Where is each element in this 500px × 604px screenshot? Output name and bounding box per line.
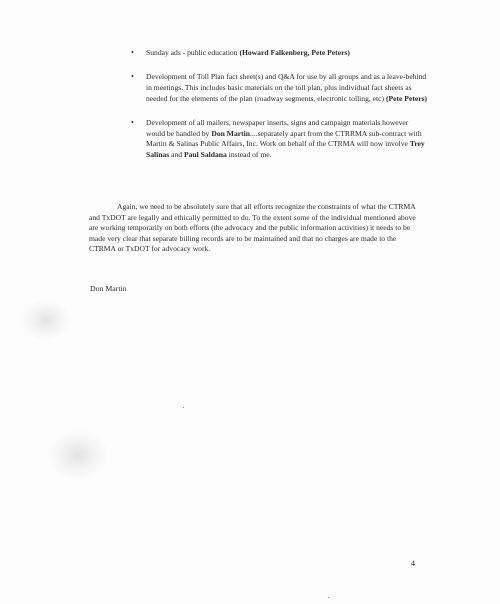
- bullet-item-sunday-ads: [128, 48, 428, 59]
- bullet-text: Development of all mailers, newspaper inserts, signs and campaign materials however would be handled by Don Martin....separately apart from the CTRRMA sub-contract with Martin & Salinas Public Affairs, Inc. Work on behalf of the CTRMA will now involve Trey Salinas and Paul Saldana instead of me.: [146, 117, 425, 160]
- bullet-icon: •: [131, 117, 134, 127]
- bullet-list: [128, 48, 428, 174]
- bullet-item-toll-plan: [128, 72, 428, 105]
- bullet-icon: •: [131, 71, 134, 81]
- bullet-item-mailers: [128, 118, 428, 162]
- scan-speck: [183, 407, 184, 408]
- scan-smudge: [48, 430, 108, 480]
- body-paragraph: Again, we need to be absolutely sure that all efforts recognize the constraints of what the CTRMA and TxDOT are legally and ethically permitted to do. To the extent some of the individual mentioned above are working temporarily on both efforts (the advocacy and the public information activities) it needs to be made very clear that separate billing records are to be maintained and that no charges are made to the CTRMA or TxDOT for advocacy work.: [89, 202, 416, 254]
- bullet-icon: •: [131, 48, 134, 57]
- scan-speck: [328, 597, 329, 598]
- page-number: 4: [411, 559, 415, 568]
- scan-smudge: [22, 300, 70, 340]
- bullet-text: Sunday ads - public education (Howard Falkenberg, Pete Peters): [146, 48, 350, 57]
- bullet-text: Development of Toll Plan fact sheet(s) and Q&A for use by all groups and as a leave-behind in meetings. This includes basic materials on the toll plan, plus individual fact sheets as needed for the elements of the plan (roadway segments, electronic tolling, etc) (Pete Peters): [146, 71, 428, 103]
- signature: Don Martin: [90, 284, 127, 293]
